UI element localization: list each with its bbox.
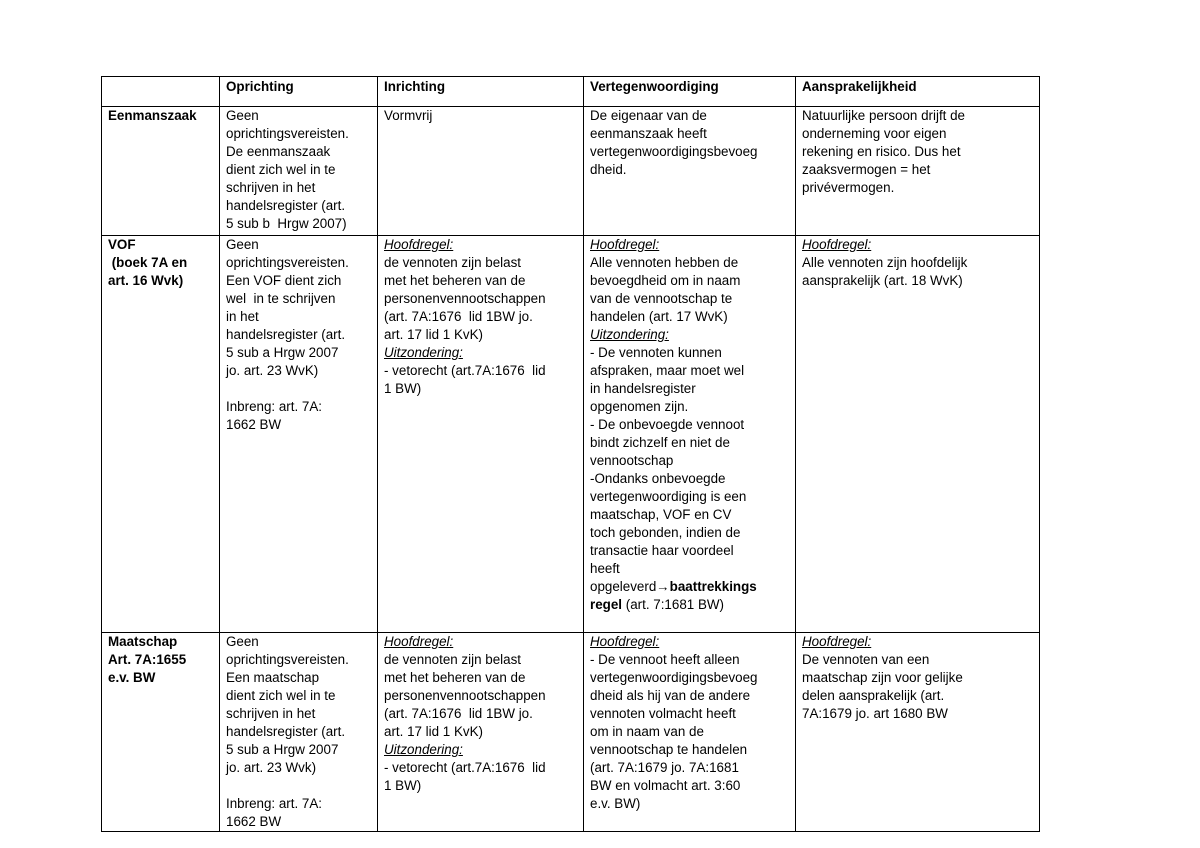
text-line: de vennoten zijn belast [384,255,521,270]
text-line: bevoegdheid om in naam [590,273,741,288]
text-line: Geen [226,108,259,123]
text-line: art. 17 lid 1 KvK) [384,327,483,342]
blank-line [226,777,373,795]
text-line: e.v. BW) [590,796,641,811]
cell-eenmanszaak-inrichting [378,107,584,236]
text-line: De vennoten van een [802,652,930,667]
text-line: bindt zichzelf en niet de [590,435,730,450]
text-line: schrijven in het [226,180,316,195]
text-line: handelsregister (art. [226,724,346,739]
label-line: art. 16 Wvk) [108,273,184,288]
text-line: 5 sub a Hrgw 2007 [226,742,339,757]
text-line: 1662 BW [226,814,282,829]
text-line: in het [226,309,259,324]
text-line: dheid als hij van de andere [590,688,751,703]
text-line: personenvennootschappen [384,688,546,703]
text-line: 5 sub b Hrgw 2007) [226,216,347,231]
text-line: delen aansprakelijk (art. [802,688,945,703]
text-line: schrijven in het [226,706,316,721]
text-line: - De vennoten kunnen [590,345,722,360]
text-line-regel [590,596,791,614]
text-line: Een VOF dient zich [226,273,342,288]
text-line: privévermogen. [802,180,895,195]
text-line: vertegenwoordigingsbevoeg [590,670,758,685]
text-line: vennoten volmacht heeft [590,706,736,721]
text-line: handelen (art. 17 WvK) [590,309,728,324]
header-inrichting: Inrichting [378,77,584,107]
cell-maatschap-oprichting [220,633,378,832]
label-line: (boek 7A en [108,255,188,270]
hoofdregel-heading: Hoofdregel: [590,634,660,649]
text-fragment: (art. 7:1681 BW) [622,597,724,612]
header-vertegenwoordiging: Vertegenwoordiging [584,77,796,107]
header-row [102,77,1040,107]
text-line: opgenomen zijn. [590,399,689,414]
arrow-right-icon: → [656,579,670,594]
regel-term: regel [590,597,623,612]
header-oprichting: Oprichting [220,77,378,107]
row-label-maatschap [102,633,220,832]
cell-eenmanszaak-vertegenwoordiging [584,107,796,236]
label-line: e.v. BW [108,670,156,685]
text-line: wel in te schrijven [226,291,336,306]
uitzondering-heading: Uitzondering: [384,345,463,360]
text-line: toch gebonden, indien de [590,525,741,540]
text-line: heeft [590,561,620,576]
text-line: - vetorecht (art.7A:1676 lid [384,363,546,378]
table-row-vof [102,236,1040,633]
table-row-eenmanszaak [102,107,1040,236]
comparison-table [101,76,1040,832]
text-line: De eigenaar van de [590,108,707,123]
text-line: oprichtingsvereisten. [226,255,349,270]
text-line: De eenmanszaak [226,144,331,159]
text-line: Geen [226,634,259,649]
cell-vof-vertegenwoordiging [584,236,796,633]
text-line: oprichtingsvereisten. [226,652,349,667]
text-line: om in naam van de [590,724,704,739]
text-line: (art. 7A:1676 lid 1BW jo. [384,309,533,324]
text-line: 5 sub a Hrgw 2007 [226,345,339,360]
hoofdregel-heading: Hoofdregel: [590,237,660,252]
cell-vof-aansprakelijkheid [796,236,1040,633]
cell-eenmanszaak-oprichting [220,107,378,236]
text-line: Geen [226,237,259,252]
row-label-eenmanszaak: Eenmanszaak [102,107,220,236]
text-line: - De vennoot heeft alleen [590,652,740,667]
text-line: jo. art. 23 Wvk) [226,760,317,775]
text-line: zaaksvermogen = het [802,162,931,177]
text-line: handelsregister (art. [226,198,346,213]
text-line: vennootschap [590,453,674,468]
text-line: oprichtingsvereisten. [226,126,349,141]
uitzondering-heading: Uitzondering: [384,742,463,757]
text-line: 1 BW) [384,381,422,396]
text-fragment: opgeleverd [590,579,657,594]
text-line: dient zich wel in te [226,162,336,177]
text-line: Alle vennoten hebben de [590,255,739,270]
text-line: Natuurlijke persoon drijft de [802,108,966,123]
text-line: BW en volmacht art. 3:60 [590,778,741,793]
hoofdregel-heading: Hoofdregel: [802,237,872,252]
text-line: van de vennootschap te [590,291,733,306]
label-line: Maatschap [108,634,178,649]
cell-maatschap-vertegenwoordiging [584,633,796,832]
text-line: rekening en risico. Dus het [802,144,961,159]
text-line: de vennoten zijn belast [384,652,521,667]
cell-maatschap-aansprakelijkheid [796,633,1040,832]
text-line: (art. 7A:1676 lid 1BW jo. [384,706,533,721]
text-line: 1 BW) [384,778,422,793]
row-label-vof [102,236,220,633]
text-line: dheid. [590,162,627,177]
text-line: (art. 7A:1679 jo. 7A:1681 [590,760,739,775]
text-line: 1662 BW [226,417,282,432]
hoofdregel-heading: Hoofdregel: [802,634,872,649]
table-row-maatschap [102,633,1040,832]
text-line: jo. art. 23 WvK) [226,363,319,378]
text-line: vertegenwoordigingsbevoeg [590,144,758,159]
text-line: afspraken, maar moet wel [590,363,745,378]
text-line: onderneming voor eigen [802,126,947,141]
header-aansprakelijkheid: Aansprakelijkheid [796,77,1040,107]
text-line: Inbreng: art. 7A: [226,796,323,811]
cell-vof-inrichting [378,236,584,633]
text-line: 7A:1679 jo. art 1680 BW [802,706,948,721]
text-line: met het beheren van de [384,273,526,288]
text-line: eenmanszaak heeft [590,126,707,141]
text-line: Vormvrij [384,108,433,123]
hoofdregel-heading: Hoofdregel: [384,237,454,252]
text-line-baattrekking [590,578,791,596]
uitzondering-heading: Uitzondering: [590,327,669,342]
text-line: art. 17 lid 1 KvK) [384,724,483,739]
text-line: vertegenwoordiging is een [590,489,747,504]
text-line: Een maatschap [226,670,320,685]
text-line: - De onbevoegde vennoot [590,417,745,432]
text-line: dient zich wel in te [226,688,336,703]
text-line: Inbreng: art. 7A: [226,399,323,414]
label-line: VOF [108,237,136,252]
baattrekkings-term: baattrekkings [669,579,757,594]
text-line: handelsregister (art. [226,327,346,342]
text-line: in handelsregister [590,381,696,396]
cell-vof-oprichting [220,236,378,633]
text-line: aansprakelijk (art. 18 WvK) [802,273,963,288]
label-line: Art. 7A:1655 [108,652,187,667]
text-line: - vetorecht (art.7A:1676 lid [384,760,546,775]
text-line: transactie haar voordeel [590,543,734,558]
text-line: Alle vennoten zijn hoofdelijk [802,255,968,270]
text-line: met het beheren van de [384,670,526,685]
hoofdregel-heading: Hoofdregel: [384,634,454,649]
text-line: personenvennootschappen [384,291,546,306]
text-line: -Ondanks onbevoegde [590,471,726,486]
header-empty-cell [102,77,220,107]
blank-line [226,380,373,398]
cell-eenmanszaak-aansprakelijkheid [796,107,1040,236]
text-line: maatschap zijn voor gelijke [802,670,963,685]
text-line: maatschap, VOF en CV [590,507,732,522]
text-line: vennootschap te handelen [590,742,748,757]
cell-maatschap-inrichting [378,633,584,832]
